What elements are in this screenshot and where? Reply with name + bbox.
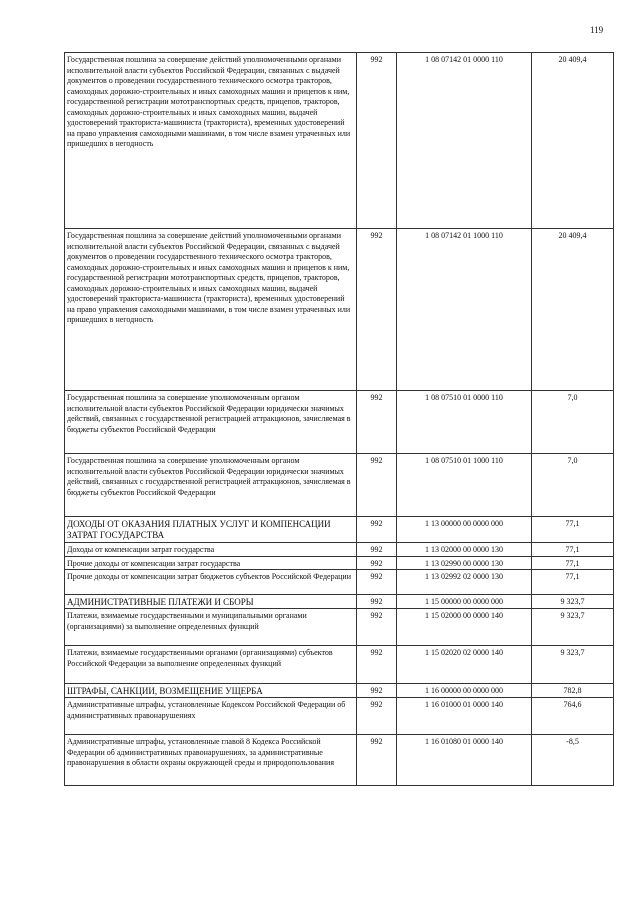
table-row bbox=[65, 698, 614, 735]
revenue-name-cell: ДОХОДЫ ОТ ОКАЗАНИЯ ПЛАТНЫХ УСЛУГ И КОМПЕНСАЦИИ ЗАТРАТ ГОСУДАРСТВА bbox=[65, 517, 357, 543]
amount-cell: 7,0 bbox=[532, 391, 614, 454]
budget-code-cell: 1 13 00000 00 0000 000 bbox=[397, 517, 532, 543]
table-row bbox=[65, 609, 614, 646]
admin-code-cell: 992 bbox=[357, 595, 397, 609]
budget-code-cell: 1 16 00000 00 0000 000 bbox=[397, 684, 532, 698]
amount-cell: 782,8 bbox=[532, 684, 614, 698]
amount-cell: 77,1 bbox=[532, 517, 614, 543]
amount-cell: 77,1 bbox=[532, 543, 614, 557]
amount-cell: 77,1 bbox=[532, 556, 614, 570]
admin-code-cell: 992 bbox=[357, 698, 397, 735]
revenue-name-cell: Государственная пошлина за совершение действий уполномоченными органами исполнительной власти субъектов Российской Федерации, связанных с выдачей документов о проведении государственного технического осмотра тракторов, самоходных дорожно-строительных и иных самоходных машин и прицепов к ним, государственной регистрации мототранспортных средств, прицепов, тракторов, самоходных дорожно-строительных и иных самоходных машин, выдачей удостоверений тракториста-машиниста (тракториста), временных удостоверений на право управления самоходными машинами, в том числе взамен утраченных или пришедших в негодность bbox=[65, 229, 357, 391]
table-row bbox=[65, 570, 614, 595]
revenue-name-cell: Государственная пошлина за совершение действий уполномоченными органами исполнительной власти субъектов Российской Федерации, связанных с выдачей документов о проведении государственного технического осмотра тракторов, самоходных дорожно-строительных и иных самоходных машин и прицепов к ним, государственной регистрации мототранспортных средств, прицепов, тракторов, самоходных дорожно-строительных и иных самоходных машин, выдачей удостоверений тракториста-машиниста (тракториста), временных удостоверений на право управления самоходными машинами, в том числе взамен утраченных или пришедших в негодность bbox=[65, 53, 357, 229]
budget-code-cell: 1 13 02992 02 0000 130 bbox=[397, 570, 532, 595]
amount-cell: 9 323,7 bbox=[532, 595, 614, 609]
admin-code-cell: 992 bbox=[357, 517, 397, 543]
admin-code-cell: 992 bbox=[357, 609, 397, 646]
revenue-name-cell: Административные штрафы, установленные главой 8 Кодекса Российской Федерации об административных правонарушениях, за административные правонарушения в области охраны окружающей среды и природопользования bbox=[65, 735, 357, 786]
budget-code-cell: 1 15 00000 00 0000 000 bbox=[397, 595, 532, 609]
revenue-name-cell: Государственная пошлина за совершение уполномоченным органом исполнительной власти субъектов Российской Федерации юридически значимых действий, связанных с государственной регистрацией аттракционов, зачисляемая в бюджеты субъектов Российской Федерации bbox=[65, 391, 357, 454]
admin-code-cell: 992 bbox=[357, 391, 397, 454]
amount-cell: 764,6 bbox=[532, 698, 614, 735]
budget-code-cell: 1 16 01000 01 0000 140 bbox=[397, 698, 532, 735]
table-row bbox=[65, 684, 614, 698]
amount-cell: 20 409,4 bbox=[532, 229, 614, 391]
budget-code-cell: 1 16 01080 01 0000 140 bbox=[397, 735, 532, 786]
amount-cell: -8,5 bbox=[532, 735, 614, 786]
admin-code-cell: 992 bbox=[357, 229, 397, 391]
revenue-name-cell: АДМИНИСТРАТИВНЫЕ ПЛАТЕЖИ И СБОРЫ bbox=[65, 595, 357, 609]
revenue-name-cell: Государственная пошлина за совершение уполномоченным органом исполнительной власти субъектов Российской Федерации юридически значимых действий, связанных с государственной регистрацией аттракционов, зачисляемая в бюджеты субъектов Российской Федерации bbox=[65, 454, 357, 517]
budget-code-cell: 1 15 02020 02 0000 140 bbox=[397, 646, 532, 684]
table-row bbox=[65, 229, 614, 391]
revenue-table-body bbox=[65, 53, 614, 786]
admin-code-cell: 992 bbox=[357, 454, 397, 517]
admin-code-cell: 992 bbox=[357, 646, 397, 684]
revenue-name-cell: Платежи, взимаемые государственными органами (организациями) субъектов Российской Федерации за выполнение определенных функций bbox=[65, 646, 357, 684]
table-row bbox=[65, 391, 614, 454]
table-row bbox=[65, 556, 614, 570]
table-row bbox=[65, 735, 614, 786]
admin-code-cell: 992 bbox=[357, 556, 397, 570]
admin-code-cell: 992 bbox=[357, 735, 397, 786]
budget-code-cell: 1 08 07510 01 0000 110 bbox=[397, 391, 532, 454]
amount-cell: 9 323,7 bbox=[532, 609, 614, 646]
admin-code-cell: 992 bbox=[357, 53, 397, 229]
amount-cell: 20 409,4 bbox=[532, 53, 614, 229]
budget-code-cell: 1 08 07142 01 0000 110 bbox=[397, 53, 532, 229]
table-row bbox=[65, 454, 614, 517]
table-row bbox=[65, 517, 614, 543]
budget-code-cell: 1 13 02000 00 0000 130 bbox=[397, 543, 532, 557]
amount-cell: 9 323,7 bbox=[532, 646, 614, 684]
table-row bbox=[65, 543, 614, 557]
amount-cell: 77,1 bbox=[532, 570, 614, 595]
table-row bbox=[65, 646, 614, 684]
amount-cell: 7,0 bbox=[532, 454, 614, 517]
page-number: 119 bbox=[590, 25, 604, 35]
revenue-name-cell: ШТРАФЫ, САНКЦИИ, ВОЗМЕЩЕНИЕ УЩЕРБА bbox=[65, 684, 357, 698]
revenue-name-cell: Прочие доходы от компенсации затрат государства bbox=[65, 556, 357, 570]
revenue-name-cell: Платежи, взимаемые государственными и муниципальными органами (организациями) за выполнение определенных функций bbox=[65, 609, 357, 646]
budget-code-cell: 1 13 02990 00 0000 130 bbox=[397, 556, 532, 570]
admin-code-cell: 992 bbox=[357, 570, 397, 595]
revenue-name-cell: Прочие доходы от компенсации затрат бюджетов субъектов Российской Федерации bbox=[65, 570, 357, 595]
revenue-table bbox=[64, 52, 614, 786]
revenue-name-cell: Доходы от компенсации затрат государства bbox=[65, 543, 357, 557]
budget-code-cell: 1 15 02000 00 0000 140 bbox=[397, 609, 532, 646]
budget-code-cell: 1 08 07510 01 1000 110 bbox=[397, 454, 532, 517]
admin-code-cell: 992 bbox=[357, 543, 397, 557]
budget-code-cell: 1 08 07142 01 1000 110 bbox=[397, 229, 532, 391]
table-row bbox=[65, 53, 614, 229]
table-row bbox=[65, 595, 614, 609]
admin-code-cell: 992 bbox=[357, 684, 397, 698]
revenue-name-cell: Административные штрафы, установленные Кодексом Российской Федерации об административных правонарушениях bbox=[65, 698, 357, 735]
